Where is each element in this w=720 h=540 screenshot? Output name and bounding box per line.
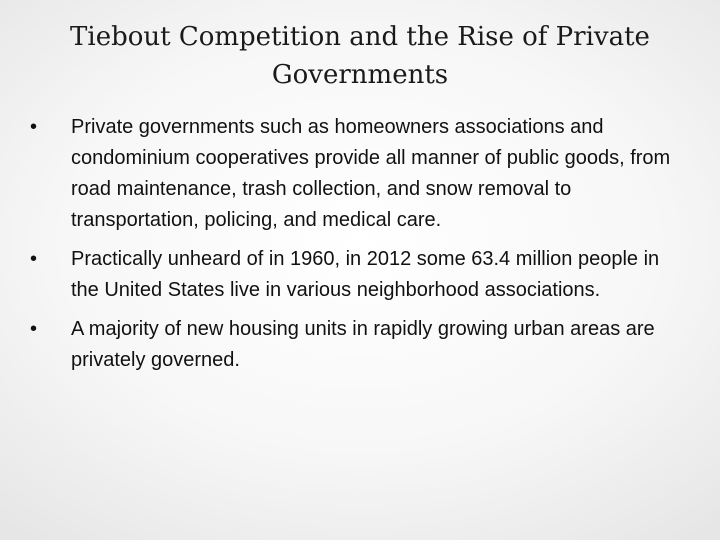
bullet-list [30, 112, 690, 384]
bullet-item-housing-units [30, 314, 690, 376]
bullet-text: Practically unheard of in 1960, in 2012 some 63.4 million people in the United States live in various neighborhood associations. [71, 248, 660, 301]
bullet-item-public-goods [30, 112, 690, 236]
bullet-icon: • [30, 248, 38, 270]
bullet-item-neighborhood-associations [30, 244, 690, 306]
bullet-text: Private governments such as homeowners associations and condominium cooperatives provide all manner of public goods, from road maintenance, trash collection, and snow removal to transportation, policing, and medical care. [71, 116, 671, 231]
bullet-icon: • [30, 116, 38, 138]
slide-title: Tiebout Competition and the Rise of Private Governments [70, 22, 650, 90]
bullet-icon: • [30, 318, 38, 340]
bullet-text: A majority of new housing units in rapidly growing urban areas are privately governed. [71, 318, 655, 371]
